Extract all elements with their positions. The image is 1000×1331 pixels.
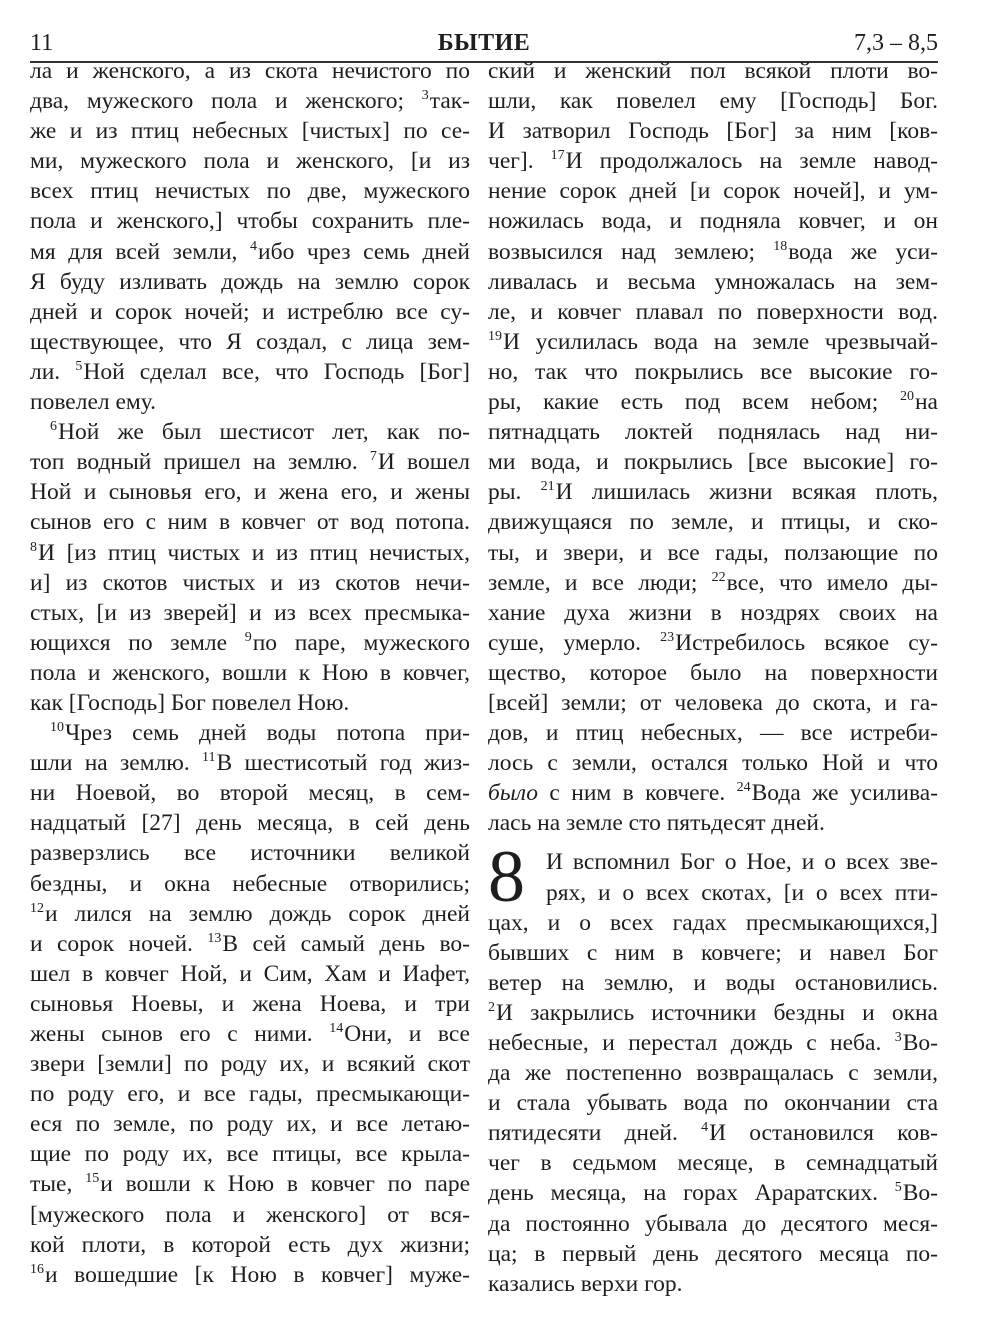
text-segment: надцатый [27] день месяца, в сей день bbox=[30, 810, 470, 837]
text-line bbox=[30, 688, 470, 718]
text-segment: ществующее, что Я создал, с лица зем- bbox=[30, 328, 470, 355]
text-column-right bbox=[488, 56, 938, 1299]
text-segment: возвысился над землею; bbox=[488, 238, 774, 265]
text-segment: день месяца, на горах Араратских. bbox=[488, 1180, 895, 1207]
text-segment: Во- bbox=[902, 1030, 938, 1056]
verse-number: 24 bbox=[736, 780, 751, 796]
text-line bbox=[30, 267, 470, 297]
text-line bbox=[30, 206, 470, 236]
text-line bbox=[488, 206, 938, 236]
text-segment: ры, какие есть под всем небом; bbox=[488, 389, 900, 416]
text-segment: и сорок ночей. bbox=[30, 930, 208, 957]
text-segment: ливалась и весьма умножалась на зем- bbox=[488, 268, 938, 295]
text-line bbox=[488, 1028, 938, 1058]
text-segment: пятнадцать локтей поднялась над ни- bbox=[488, 419, 938, 446]
text-line bbox=[488, 176, 938, 206]
text-segment: жены сынов его с ними. bbox=[30, 1021, 330, 1047]
text-segment: И затворил Господь [Бог] за ним [ков- bbox=[488, 118, 938, 145]
text-segment: И лишилась жизни всякая плоть, bbox=[555, 479, 938, 506]
text-segment: движущаяся по земле, и птицы, и ско- bbox=[488, 509, 938, 536]
text-line bbox=[488, 808, 938, 838]
text-segment: ветер на землю, и воды остановились. bbox=[488, 969, 938, 996]
text-segment: ли. bbox=[30, 358, 76, 385]
text-segment: шли, как повелел ему [Господь] Бог. bbox=[488, 88, 938, 115]
text-segment: бывших с ним в ковчеге; и навел Бог bbox=[488, 939, 938, 966]
text-segment: пятидесяти дней. bbox=[488, 1120, 702, 1147]
text-segment: стых, [и из зверей] и из всех пресмыка- bbox=[30, 599, 470, 626]
text-segment: всех птиц нечистых по две, мужеского bbox=[30, 178, 470, 205]
text-line bbox=[488, 568, 938, 598]
text-segment: И вспомнил Бог о Ное, и о всех зве- bbox=[546, 849, 938, 876]
text-segment: ми, мужеского пола и женского, [и из bbox=[30, 148, 470, 175]
text-segment: Я буду изливать дождь на землю сорок bbox=[30, 268, 470, 295]
text-line bbox=[30, 417, 470, 447]
text-line bbox=[488, 748, 938, 778]
text-segment: и лился на землю дождь сорок дней bbox=[45, 900, 470, 927]
verse-number: 15 bbox=[85, 1171, 100, 1187]
text-segment: И усилилась вода на земле чрезвычай- bbox=[503, 328, 938, 355]
text-line bbox=[30, 989, 470, 1019]
text-segment: Ной и сыновья его, и жена его, и жены bbox=[30, 479, 470, 506]
verse-number: 4 bbox=[250, 238, 258, 254]
text-segment: чег в седьмом месяце, в семнадцатый bbox=[488, 1150, 938, 1177]
text-line bbox=[488, 387, 938, 417]
text-segment: и стала убывать вода по окончании ста bbox=[488, 1090, 938, 1117]
text-line bbox=[30, 1049, 470, 1079]
text-segment: цах, и о всех гадах пресмыкающихся,] bbox=[488, 909, 938, 936]
text-line bbox=[488, 1209, 938, 1239]
text-segment: щество, которое было на поверхности bbox=[488, 659, 938, 686]
text-line bbox=[30, 598, 470, 628]
text-line bbox=[30, 838, 470, 868]
running-header bbox=[30, 26, 938, 60]
text-segment: Вода же усилива- bbox=[751, 780, 939, 807]
text-segment: ибо чрез семь дней bbox=[258, 238, 470, 265]
text-line bbox=[30, 86, 470, 116]
text-segment: небесные, и перестал дождь с неба. bbox=[488, 1030, 895, 1056]
text-segment: суше, умерло. bbox=[488, 629, 661, 656]
text-segment: звери [земли] по роду их, и всякий скот bbox=[30, 1051, 470, 1078]
verse-number: 5 bbox=[894, 1180, 902, 1196]
text-line bbox=[488, 628, 938, 658]
text-segment: хание духа жизни в ноздрях своих на bbox=[488, 599, 938, 626]
text-line bbox=[30, 1109, 470, 1139]
text-segment: И вошел bbox=[377, 449, 470, 476]
text-line bbox=[30, 899, 470, 929]
text-line bbox=[488, 688, 938, 718]
text-segment: пола и женского, вошли к Ною в ковчег, bbox=[30, 659, 470, 686]
text-segment: все, что имело ды- bbox=[726, 569, 938, 596]
text-line bbox=[30, 808, 470, 838]
text-segment: да постоянно убывала до десятого меся- bbox=[488, 1210, 938, 1237]
text-segment: но, так что покрылись все высокие го- bbox=[488, 358, 938, 385]
text-segment: дней и сорок ночей; и истреблю все су- bbox=[30, 298, 470, 325]
text-segment: Ной сделал все, что Господь [Бог] bbox=[83, 358, 470, 385]
text-line bbox=[30, 718, 470, 748]
text-line bbox=[488, 507, 938, 537]
text-line bbox=[30, 116, 470, 146]
text-line bbox=[30, 176, 470, 206]
text-segment: щие по роду их, все птицы, все крыла- bbox=[30, 1141, 470, 1168]
text-line bbox=[488, 968, 938, 998]
text-line bbox=[488, 86, 938, 116]
text-segment: земле, и все люди; bbox=[488, 569, 712, 596]
text-line bbox=[30, 748, 470, 778]
verse-number: 5 bbox=[75, 358, 83, 374]
text-line bbox=[30, 146, 470, 176]
chapter-number-dropcap: 8 bbox=[488, 836, 525, 919]
verse-number: 11 bbox=[202, 750, 216, 766]
verse-number: 9 bbox=[244, 629, 252, 645]
verse-number: 17 bbox=[550, 148, 565, 164]
text-segment: ла и женского, а из скота нечистого по bbox=[30, 58, 470, 84]
text-segment: ца; в первый день десятого месяца по- bbox=[488, 1240, 938, 1267]
text-line bbox=[30, 56, 470, 86]
verse-number: 20 bbox=[899, 389, 914, 405]
text-line bbox=[488, 878, 938, 908]
verse-number: 4 bbox=[701, 1120, 709, 1136]
text-segment: нение сорок дней [и сорок ночей], и ум- bbox=[488, 178, 938, 205]
text-segment: и вошедшие [к Ною в ковчег] муже- bbox=[45, 1261, 470, 1288]
verse-number: 14 bbox=[329, 1021, 344, 1036]
text-line bbox=[488, 718, 938, 748]
text-line bbox=[30, 477, 470, 507]
text-segment: повелел ему. bbox=[30, 389, 157, 416]
text-segment: два, мужеского пола и женского; bbox=[30, 88, 422, 115]
text-line bbox=[488, 1088, 938, 1118]
text-line bbox=[488, 908, 938, 938]
text-segment: Во- bbox=[902, 1180, 938, 1207]
text-segment: И продолжалось на земле навод- bbox=[565, 148, 939, 175]
text-line bbox=[488, 1058, 938, 1088]
text-line bbox=[488, 116, 938, 146]
text-segment: тые, bbox=[30, 1171, 86, 1198]
text-segment: шел в ковчег Ной, и Сим, Хам и Иафет, bbox=[30, 960, 470, 987]
text-segment: ножилась вода, и подняла ковчег, и он bbox=[488, 208, 938, 235]
text-segment: ский и женский пол всякой плоти во- bbox=[488, 58, 938, 84]
text-segment: разверзлись все источники великой bbox=[30, 840, 470, 867]
text-segment: лась на земле сто пятьдесят дней. bbox=[488, 810, 825, 837]
text-line bbox=[488, 1269, 938, 1299]
verse-number: 13 bbox=[207, 930, 222, 946]
text-line bbox=[30, 357, 470, 387]
text-segment: В шестисотый год жиз- bbox=[216, 750, 470, 777]
text-line bbox=[488, 1178, 938, 1208]
text-segment: И остановился ков- bbox=[709, 1120, 938, 1147]
text-segment: бездны, и окна небесные отворились; bbox=[30, 870, 470, 897]
text-segment: И [из птиц чистых и из птиц нечистых, bbox=[38, 539, 470, 566]
text-segment: же и из птиц небесных [чистых] по се- bbox=[30, 118, 470, 145]
text-line bbox=[30, 538, 470, 568]
text-segment: [всей] земли; от человека до скота, и га- bbox=[488, 689, 938, 716]
text-line bbox=[488, 357, 938, 387]
text-line bbox=[30, 869, 470, 899]
text-segment: ты, и звери, и все гады, ползающие по bbox=[488, 539, 938, 566]
text-line bbox=[488, 1148, 938, 1178]
page-number: 11 bbox=[30, 30, 54, 56]
text-line bbox=[30, 1260, 470, 1290]
text-segment: еся по земле, по роду их, и все летаю- bbox=[30, 1111, 470, 1138]
text-line bbox=[30, 1200, 470, 1230]
text-segment: [мужеского пола и женского] от вся- bbox=[30, 1201, 470, 1228]
text-line bbox=[488, 938, 938, 968]
text-line bbox=[488, 658, 938, 688]
verse-number: 3 bbox=[421, 88, 429, 104]
text-line bbox=[30, 387, 470, 417]
verse-number: 12 bbox=[30, 900, 44, 916]
text-line bbox=[30, 507, 470, 537]
text-line bbox=[488, 297, 938, 327]
text-segment: чег]. bbox=[488, 148, 551, 175]
text-segment: как [Господь] Бог повелел Ною. bbox=[30, 689, 350, 716]
verse-number: 6 bbox=[50, 419, 57, 435]
text-segment: вода же уси- bbox=[788, 238, 938, 265]
text-segment: пола и женского,] чтобы сохранить пле- bbox=[30, 208, 470, 235]
text-line bbox=[488, 327, 938, 357]
text-line bbox=[30, 1079, 470, 1109]
text-segment: ющихся по земле bbox=[30, 629, 245, 656]
text-segment: дов, и птиц небесных, — все истреби- bbox=[488, 720, 938, 747]
text-line bbox=[488, 1118, 938, 1148]
text-segment: топ водный пришел на землю. bbox=[30, 449, 370, 476]
text-line bbox=[488, 267, 938, 297]
text-segment: Истребилось всякое су- bbox=[675, 629, 938, 656]
text-line bbox=[30, 959, 470, 989]
text-line bbox=[30, 568, 470, 598]
text-segment: и] из скотов чистых и из скотов нечи- bbox=[30, 569, 470, 596]
text-segment: В сей самый день во- bbox=[222, 930, 471, 957]
text-line bbox=[30, 297, 470, 327]
text-segment: Ной же был шестисот лет, как по- bbox=[58, 419, 470, 446]
text-segment: на bbox=[914, 389, 938, 416]
text-line bbox=[30, 447, 470, 477]
text-line bbox=[488, 538, 938, 568]
text-line bbox=[488, 237, 938, 267]
text-line bbox=[488, 146, 938, 176]
text-line bbox=[488, 778, 938, 808]
text-line bbox=[30, 929, 470, 959]
text-segment: и вошли к Ною в ковчег по паре bbox=[100, 1171, 470, 1198]
text-column-left bbox=[30, 56, 470, 1290]
italic-text-segment: было bbox=[488, 780, 539, 807]
text-line bbox=[488, 447, 938, 477]
text-segment: И закрылись источники бездны и окна bbox=[496, 999, 938, 1026]
text-line bbox=[30, 778, 470, 808]
text-segment: ле, и ковчег плавал по поверхности вод. bbox=[488, 298, 938, 325]
text-line bbox=[30, 658, 470, 688]
verse-number: 3 bbox=[894, 1030, 902, 1045]
verse-number: 2 bbox=[488, 999, 495, 1015]
text-line bbox=[488, 598, 938, 628]
text-segment: казались верхи гор. bbox=[488, 1270, 683, 1297]
verse-number: 16 bbox=[30, 1261, 44, 1277]
book-title: БЫТИЕ bbox=[437, 30, 531, 56]
text-segment: с ним в ковчеге. bbox=[538, 780, 737, 807]
text-segment: ми вода, и покрылись [все высокие] го- bbox=[488, 449, 938, 476]
text-line bbox=[30, 237, 470, 267]
text-line bbox=[30, 1139, 470, 1169]
text-segment: да же постепенно возвращалась с земли, bbox=[488, 1060, 938, 1087]
text-segment: ни Ноевой, во второй месяц, в сем- bbox=[30, 780, 470, 807]
text-segment: кой плоти, в которой есть дух жизни; bbox=[30, 1231, 470, 1258]
text-line bbox=[488, 998, 938, 1028]
text-line bbox=[30, 1019, 470, 1049]
verse-number: 19 bbox=[488, 328, 502, 344]
text-segment: Чрез семь дней воды потопа при- bbox=[65, 720, 470, 747]
text-segment: по паре, мужеского bbox=[252, 629, 470, 656]
text-line bbox=[30, 327, 470, 357]
text-segment: рях, и о всех скотах, [и о всех пти- bbox=[546, 879, 938, 906]
text-line bbox=[30, 628, 470, 658]
verse-number: 8 bbox=[30, 539, 37, 555]
text-line bbox=[488, 417, 938, 447]
text-segment: Они, и все bbox=[344, 1021, 470, 1047]
text-segment: шли на землю. bbox=[30, 750, 203, 777]
verse-number: 7 bbox=[369, 449, 377, 465]
verse-number: 10 bbox=[50, 720, 64, 736]
text-segment: так- bbox=[429, 88, 470, 115]
text-line bbox=[488, 56, 938, 86]
text-line bbox=[30, 1169, 470, 1199]
text-segment: сынов его с ним в ковчег от вод потопа. bbox=[30, 509, 470, 536]
text-line bbox=[30, 1230, 470, 1260]
text-line bbox=[488, 1239, 938, 1269]
verse-number: 21 bbox=[540, 479, 555, 495]
text-segment: лось с земли, остался только Ной и что bbox=[488, 750, 938, 777]
text-segment: мя для всей земли, bbox=[30, 238, 251, 265]
verse-number: 18 bbox=[773, 238, 788, 254]
verse-number: 22 bbox=[711, 569, 726, 585]
verse-number: 23 bbox=[660, 629, 675, 645]
text-line bbox=[488, 477, 938, 507]
text-segment: по роду его, и все гады, пресмыкающи- bbox=[30, 1081, 470, 1108]
text-segment: сыновья Ноевы, и жена Ноева, и три bbox=[30, 990, 470, 1017]
text-segment: ры. bbox=[488, 479, 541, 506]
chapter-verse-range: 7,3 – 8,5 bbox=[854, 30, 938, 56]
